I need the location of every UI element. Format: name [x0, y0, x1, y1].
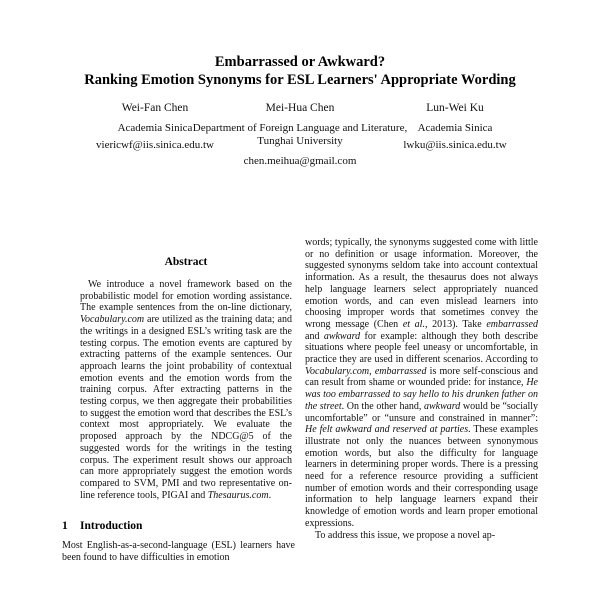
- author-name: Wei-Fan Chen: [121, 102, 189, 114]
- section-number: 1: [62, 520, 68, 533]
- author-name: Lun-Wei Ku: [426, 102, 484, 114]
- author-block-lun-wei-ku: [355, 102, 555, 153]
- left-column: [62, 237, 295, 564]
- abstract-section: [80, 256, 292, 501]
- paper-title-line1: Embarrassed or Awkward?: [214, 54, 386, 70]
- author-department: Department of Foreign Language and Literature,: [192, 121, 408, 134]
- intro-second-paragraph: To address this issue, we propose a novel ap-: [315, 529, 496, 541]
- intro-paragraph: Most English-as-a-second-language (ESL) learners have been found to have difficulties in emotion: [62, 540, 295, 564]
- paper-title: [0, 0, 600, 89]
- author-email: viericwf@iis.sinica.edu.tw: [96, 139, 214, 151]
- two-column-body: [0, 237, 600, 564]
- paper-title-line2: Ranking Emotion Synonyms for ESL Learners' Appropriate Wording: [84, 72, 516, 88]
- abstract-paragraph: We introduce a novel framework based on the probabilistic model for emotion wording assistance. The example sentences from the on-line dictionary, Vocabulary.com are utilized as the training data; and the writings in a designed ESL’s writing task are the testing corpus. The emotion events are captured by extracting patterns of the example sentences. Our approach learns the joint probability of contextual emotion events and the emotion words from the training corpus. After extracting patterns in the testing corpus, we then aggregate their probabilities to suggest the emotion word that describes the ESL’s context most appropriately. We evaluate the proposed approach by the NDCG@5 of the suggested words for the writings in the testing corpus. The experiment result shows our approach can more appropriately suggest the emotion words compared to SVM, PMI and two representative on-line reference tools, PIGAI and Thesaurus.com.: [80, 279, 292, 501]
- author-name: Mei-Hua Chen: [265, 102, 335, 114]
- abstract-heading: Abstract: [164, 256, 208, 268]
- author-affiliation: Academia Sinica: [117, 121, 193, 134]
- section-title: Introduction: [80, 520, 143, 533]
- author-email: chen.meihua@gmail.com: [243, 154, 357, 167]
- author-row: [0, 102, 600, 194]
- right-column: [305, 237, 538, 564]
- author-university: Tunghai University: [257, 135, 343, 147]
- author-email: lwku@iis.sinica.edu.tw: [403, 139, 507, 151]
- author-affiliation: Academia Sinica: [417, 121, 493, 134]
- section-heading-introduction: [62, 520, 295, 532]
- intro-continued-paragraph: words; typically, the synonyms suggested come with little or no definition or usage information. Moreover, the suggested synonyms seldom take into account contextual information. As a result, the thesaurus does not always help language learners select appropriately nuanced emotion words, and can even mislead learners into choosing improper words that sometimes convey the wrong message (Chen et al., 2013). Take embarrassed and awkward for example: although they both describe situations where people feel uneasy or uncomfortable, in practice they are used in different scenarios. According to Vocabulary.com, embarrassed is more self-conscious and can result from shame or wounded pride: for instance, He was too embarrassed to say hello to his drunken father on the street. On the other hand, awkward would be “socially uncomfortable” or “unsure and constrained in manner”: He felt awkward and reserved at parties. These examples illustrate not only the nuances between synonymous emotion words, but also the difficulty for language learners in determining proper words. There is a pressing need for a reference resource providing a sufficient number of emotion words and their corresponding usage information to help language learners expand their knowledge of emotion words and learn proper emotional expressions.: [305, 237, 538, 529]
